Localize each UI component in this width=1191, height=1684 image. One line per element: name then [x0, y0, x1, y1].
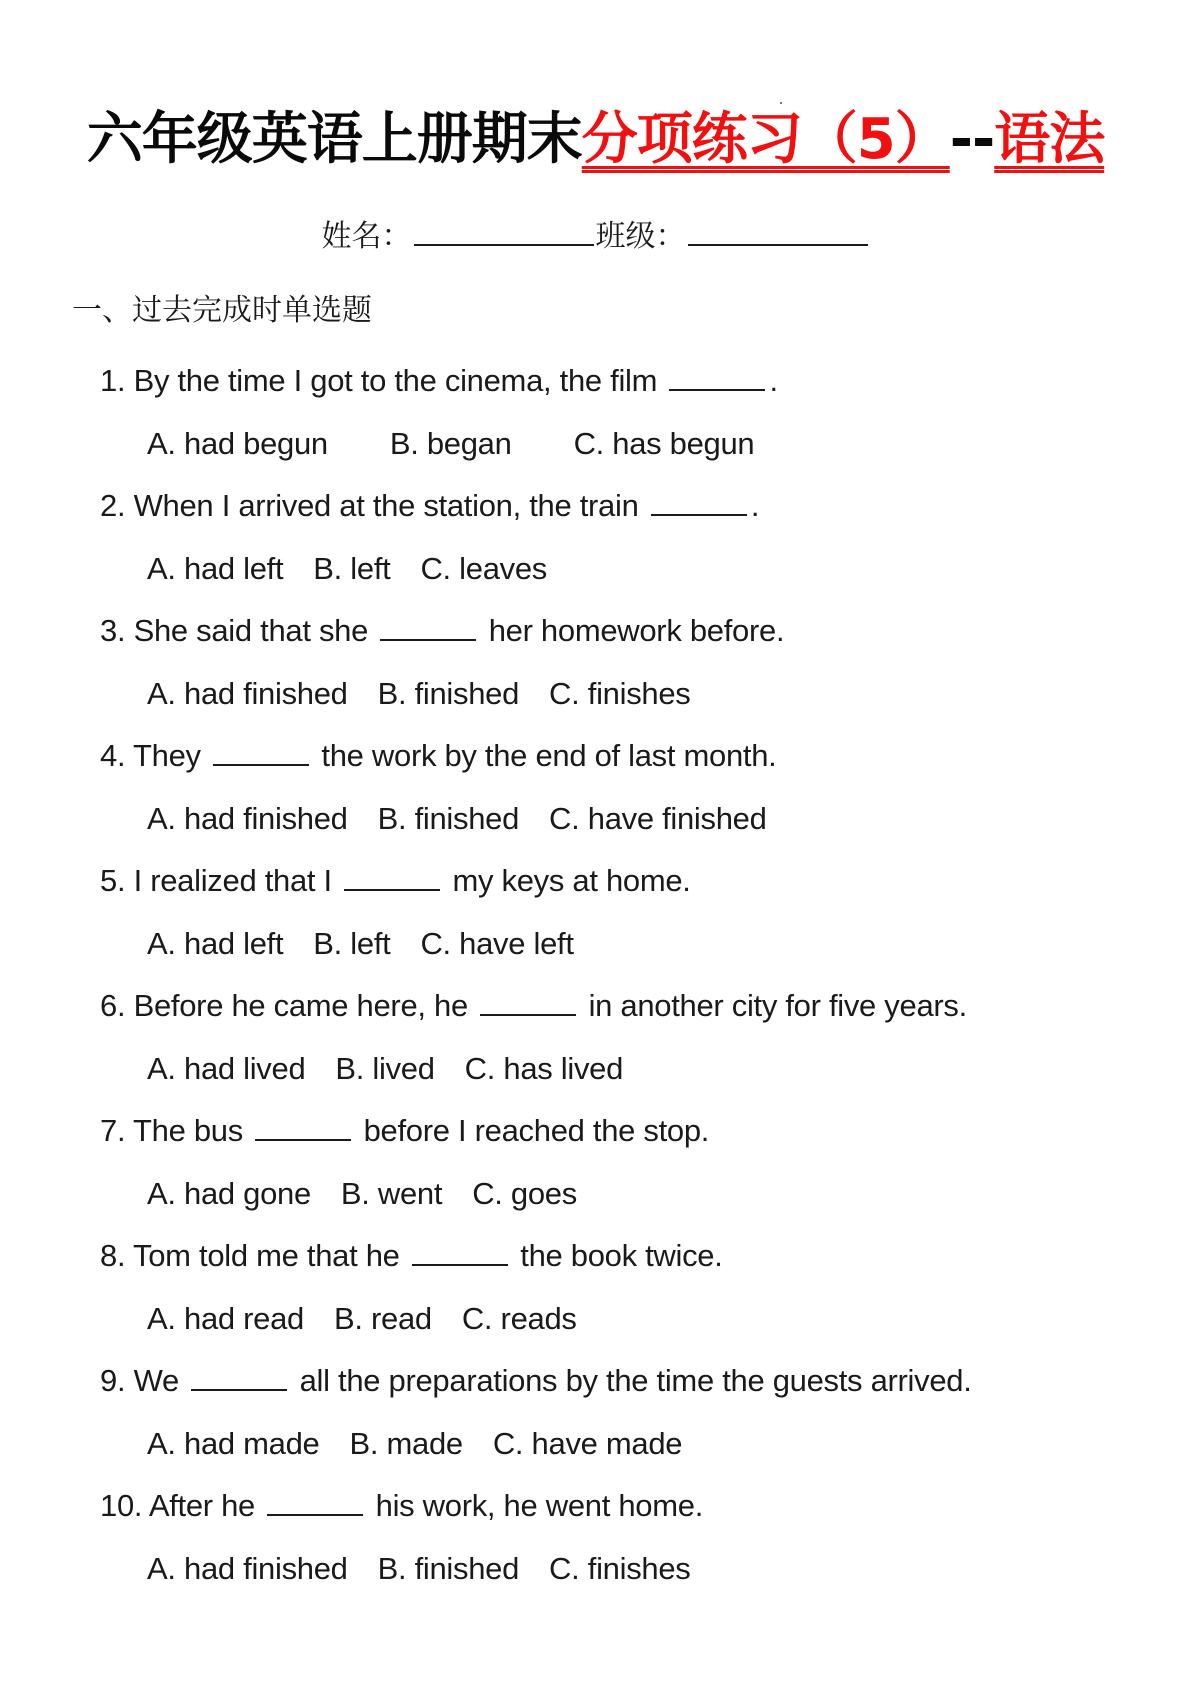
answer-blank[interactable]: [480, 988, 576, 1016]
option-b[interactable]: B. made: [349, 1425, 463, 1461]
option-a[interactable]: A. had finished: [147, 675, 348, 711]
option-c[interactable]: C. finishes: [549, 675, 691, 711]
stem-before: The bus: [133, 1113, 243, 1148]
option-a[interactable]: A. had made: [147, 1425, 320, 1461]
option-b[interactable]: B. left: [313, 550, 391, 586]
stem-after: his work, he went home.: [375, 1488, 704, 1523]
option-a[interactable]: A. had gone: [147, 1175, 311, 1211]
stem-after: her homework before.: [488, 613, 785, 648]
stem-after: all the preparations by the time the guests arrived.: [299, 1363, 972, 1398]
stem-before: We: [133, 1363, 179, 1398]
answer-blank[interactable]: [380, 613, 476, 641]
stem-before: Before he came here, he: [133, 988, 468, 1023]
page-title: [0, 100, 1191, 180]
question-options: [100, 1163, 1120, 1226]
option-b[interactable]: B. left: [313, 925, 391, 961]
title-practice-text: 分项练习（5）: [581, 107, 950, 172]
question-options: [100, 913, 1120, 976]
question-list: [100, 350, 1120, 1600]
option-a[interactable]: A. had lived: [147, 1050, 306, 1086]
answer-blank[interactable]: [669, 363, 765, 391]
answer-blank[interactable]: [344, 863, 440, 891]
question-number: 10.: [100, 1488, 143, 1523]
option-b[interactable]: B. began: [389, 425, 512, 461]
question-5: [100, 850, 1120, 975]
option-a[interactable]: A. had left: [147, 550, 284, 586]
stem-after: my keys at home.: [452, 863, 691, 898]
stem-after: before I reached the stop.: [363, 1113, 710, 1148]
stem-before: When I arrived at the station, the train: [133, 488, 639, 523]
stem-after: .: [750, 488, 760, 523]
option-c[interactable]: C. reads: [461, 1300, 577, 1336]
question-stem: [100, 725, 1120, 788]
title-grammar-text: 语法: [994, 107, 1105, 172]
question-stem: [100, 1475, 1120, 1538]
option-a[interactable]: A. had begun: [147, 425, 328, 461]
option-c[interactable]: C. goes: [472, 1175, 577, 1211]
option-b[interactable]: B. finished: [377, 1550, 520, 1586]
question-stem: [100, 350, 1120, 413]
name-blank[interactable]: [414, 214, 594, 246]
option-a[interactable]: A. had left: [147, 925, 284, 961]
question-number: 8.: [100, 1238, 126, 1273]
stem-before: By the time I got to the cinema, the film: [133, 363, 658, 398]
section-heading: 一、过去完成时单选题: [72, 293, 372, 328]
title-dash: --: [949, 107, 995, 172]
option-c[interactable]: C. leaves: [420, 550, 547, 586]
question-stem: [100, 600, 1120, 663]
answer-blank[interactable]: [255, 1113, 351, 1141]
question-options: [100, 1038, 1120, 1101]
question-10: [100, 1475, 1120, 1600]
answer-blank[interactable]: [412, 1238, 508, 1266]
option-b[interactable]: B. lived: [335, 1050, 435, 1086]
stem-before: She said that she: [133, 613, 369, 648]
option-c[interactable]: C. finishes: [549, 1550, 691, 1586]
question-8: [100, 1225, 1120, 1350]
stem-after: .: [769, 363, 778, 398]
question-options: [100, 538, 1120, 601]
option-b[interactable]: B. finished: [377, 675, 520, 711]
question-options: [100, 1413, 1120, 1476]
question-options: [100, 413, 1120, 476]
stem-after: the book twice.: [520, 1238, 723, 1273]
question-number: 9.: [100, 1363, 126, 1398]
question-number: 6.: [100, 988, 126, 1023]
stem-before: I realized that I: [133, 863, 332, 898]
question-options: [100, 788, 1120, 851]
question-options: [100, 663, 1120, 726]
question-options: [100, 1538, 1120, 1601]
question-number: 2.: [100, 488, 126, 523]
question-number: 7.: [100, 1113, 126, 1148]
title-grade-text: 六年级英语上册期末: [86, 107, 582, 172]
question-number: 4.: [100, 738, 126, 773]
stem-after: in another city for five years.: [588, 988, 967, 1023]
option-c[interactable]: C. have left: [420, 925, 574, 961]
option-c[interactable]: C. has lived: [464, 1050, 624, 1086]
option-b[interactable]: B. read: [333, 1300, 432, 1336]
question-4: [100, 725, 1120, 850]
question-stem: [100, 1225, 1120, 1288]
answer-blank[interactable]: [213, 738, 309, 766]
option-c[interactable]: C. have finished: [549, 800, 767, 836]
question-number: 3.: [100, 613, 126, 648]
question-stem: [100, 1100, 1120, 1163]
question-stem: [100, 975, 1120, 1038]
option-a[interactable]: A. had finished: [147, 800, 348, 836]
stem-before: They: [133, 738, 201, 773]
answer-blank[interactable]: [267, 1488, 363, 1516]
question-2: [100, 475, 1120, 600]
stem-before: Tom told me that he: [133, 1238, 400, 1273]
question-3: [100, 600, 1120, 725]
question-options: [100, 1288, 1120, 1351]
question-7: [100, 1100, 1120, 1225]
question-stem: [100, 475, 1120, 538]
option-a[interactable]: A. had finished: [147, 1550, 348, 1586]
stem-before: After he: [148, 1488, 255, 1523]
question-1: [100, 350, 1120, 475]
answer-blank[interactable]: [651, 488, 747, 516]
question-stem: [100, 850, 1120, 913]
question-number: 5.: [100, 863, 126, 898]
question-stem: [100, 1350, 1120, 1413]
option-b[interactable]: B. finished: [377, 800, 520, 836]
question-9: [100, 1350, 1120, 1475]
option-c[interactable]: C. has begun: [573, 425, 755, 461]
student-info-line: [0, 214, 1191, 259]
class-label: 班级：: [595, 219, 686, 254]
question-number: 1.: [100, 363, 126, 398]
question-6: [100, 975, 1120, 1100]
name-label: 姓名：: [321, 219, 412, 254]
stem-after: the work by the end of last month.: [321, 738, 777, 773]
option-a[interactable]: A. had read: [147, 1300, 304, 1336]
option-b[interactable]: B. went: [340, 1175, 443, 1211]
class-blank[interactable]: [688, 214, 868, 246]
option-c[interactable]: C. have made: [492, 1425, 683, 1461]
answer-blank[interactable]: [191, 1363, 287, 1391]
